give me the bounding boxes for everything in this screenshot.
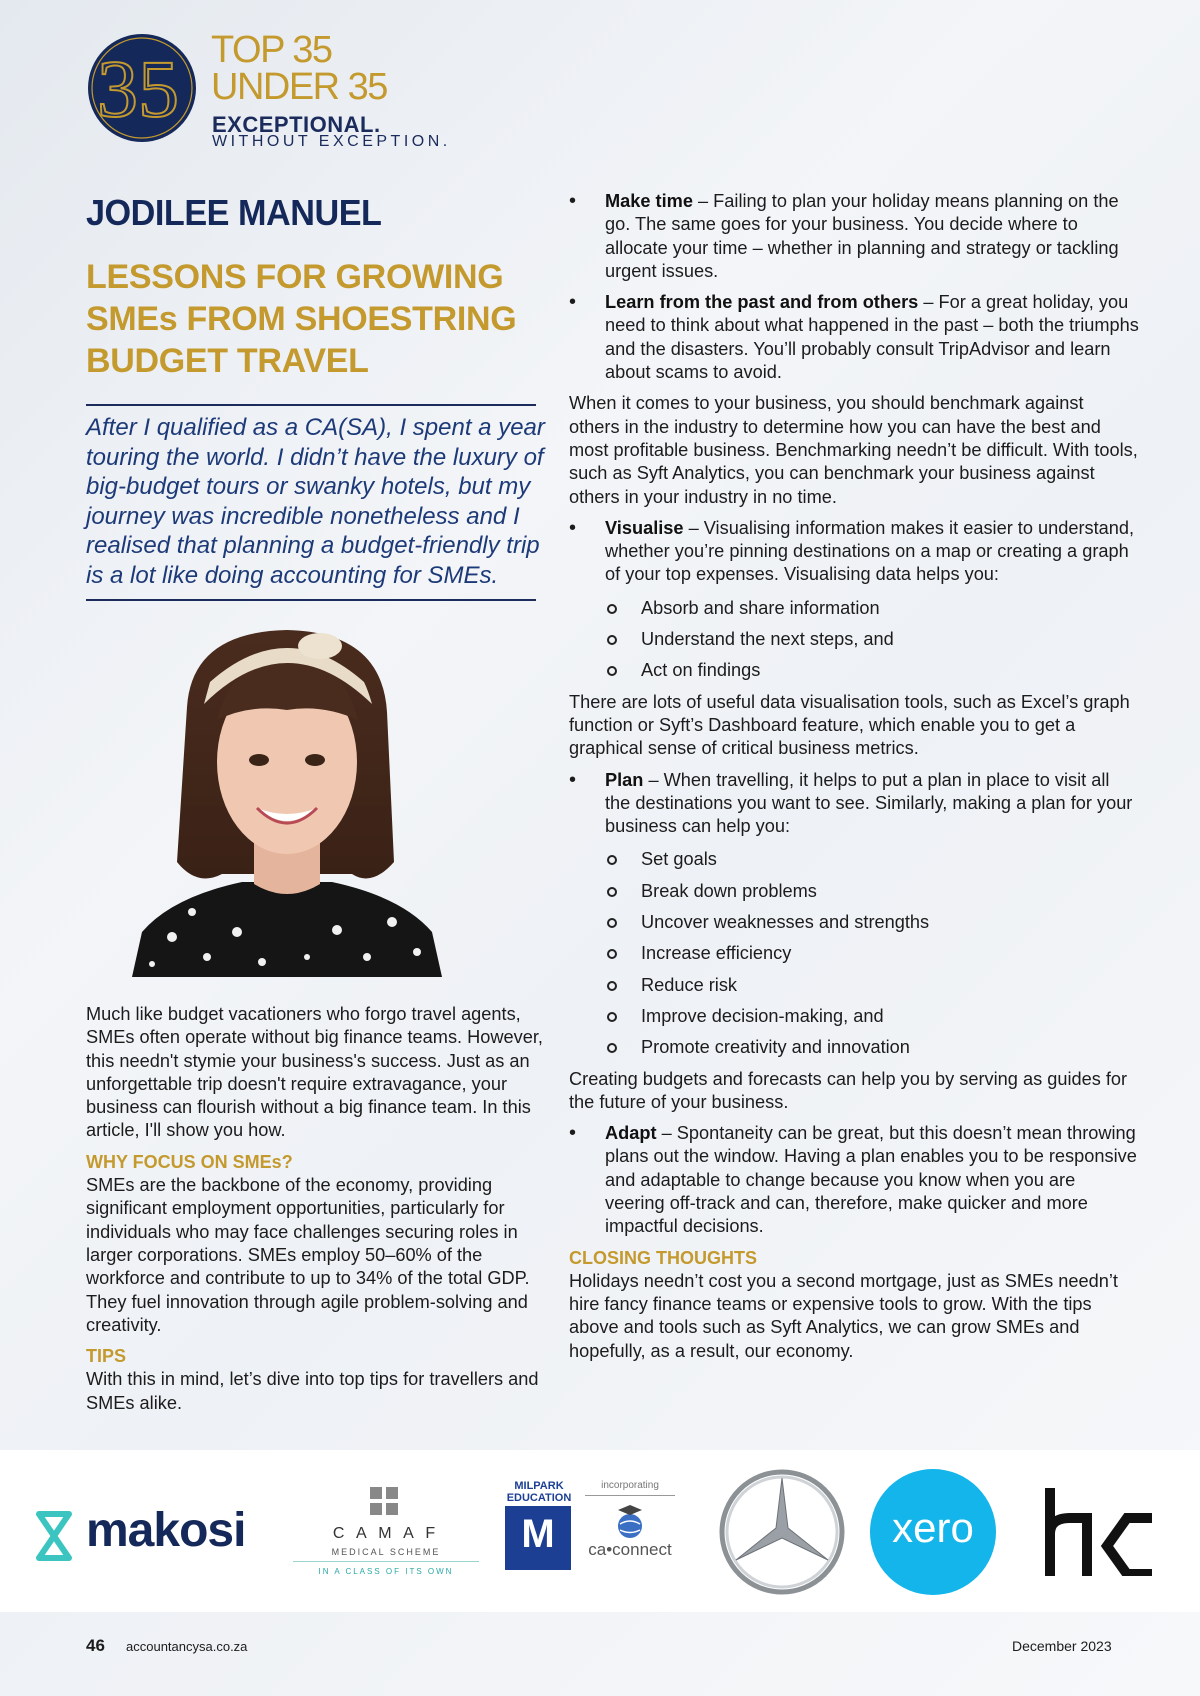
closing-paragraph: Holidays needn’t cost you a second mortgage, just as SMEs needn’t hire fancy finance teams or expensive tools to grow. With the tips above and tools such as Syft Analytics, we can grow SMEs and hopefully, as a result, our economy. bbox=[569, 1270, 1118, 1361]
author-name: JODILEE MANUEL bbox=[86, 192, 382, 233]
bullet-label: Visualise bbox=[605, 517, 684, 538]
right-column bbox=[569, 190, 1139, 1363]
camaf-wordmark: C A M A F bbox=[332, 1525, 440, 1542]
intro-paragraph: Much like budget vacationers who forgo travel agents, SMEs often operate without big finance teams. However, this needn't stymie your business's success. Just as an unforgettable trip doesn't require extravagance, your business can flourish without a big finance team. In this article, I'll show you how. bbox=[86, 1004, 543, 1141]
bullet-label: Adapt bbox=[605, 1123, 657, 1144]
bullet-text: – When travelling, it helps to put a plan in place to visit all the destinations you want to see. Similarly, making a plan for your business can help you: bbox=[605, 769, 1133, 837]
camaf-logo bbox=[293, 1485, 479, 1585]
why-paragraph: SMEs are the backbone of the economy, providing significant employment opportunities, particularly for individuals who may face challenges securing roles in larger corporations. SMEs employ 50–60% of the workforce and contribute to up to 34% of the total GDP. They fuel innovation through agile problem-solving and creativity. bbox=[86, 1175, 530, 1335]
quote-rule-top bbox=[86, 404, 536, 406]
why-heading: WHY FOCUS ON SMEs? bbox=[86, 1151, 293, 1172]
sub-item: Break down problems bbox=[569, 880, 1139, 903]
bullet-plan bbox=[569, 769, 1139, 839]
sponsor-band bbox=[0, 1450, 1200, 1612]
article-title bbox=[86, 256, 546, 382]
caconnect-logo bbox=[580, 1480, 680, 1580]
xero-logo bbox=[870, 1469, 996, 1595]
logo-tagline1: EXCEPTIONAL. bbox=[212, 112, 381, 137]
camaf-divider bbox=[293, 1561, 479, 1562]
camaf-tagline: IN A CLASS OF ITS OWN bbox=[318, 1567, 454, 1576]
milpark-logo bbox=[505, 1480, 573, 1580]
sub-item: Promote creativity and innovation bbox=[569, 1036, 1139, 1059]
author-photo bbox=[132, 612, 442, 977]
budgets-paragraph: Creating budgets and forecasts can help you by serving as guides for the future of your business. bbox=[569, 1068, 1128, 1112]
sub-item: Set goals bbox=[569, 848, 1139, 871]
sub-item: Uncover weaknesses and strengths bbox=[569, 911, 1139, 934]
tips-paragraph: With this in mind, let’s dive into top tips for travellers and SMEs alike. bbox=[86, 1369, 539, 1413]
hourglass-icon bbox=[36, 1511, 72, 1561]
quote-rule-bottom bbox=[86, 599, 536, 601]
makosi-wordmark: makosi bbox=[86, 1504, 246, 1557]
sub-item: Absorb and share information bbox=[569, 597, 1139, 620]
bullet-learn bbox=[569, 291, 1139, 384]
top35-logo bbox=[86, 29, 486, 152]
logo-line1: TOP 35 bbox=[211, 29, 332, 71]
left-column bbox=[86, 1003, 546, 1415]
bullet-visualise bbox=[569, 517, 1139, 587]
footer-site: accountancysa.co.za bbox=[126, 1639, 248, 1654]
sub-item: Act on findings bbox=[569, 659, 1139, 682]
bullet-text: – Failing to plan your holiday means planning on the go. The same goes for your business. You decide where to allocate your time – whether in planning and strategy or tackling urgent issues. bbox=[605, 191, 1119, 281]
milpark-label-top: MILPARK bbox=[514, 1480, 564, 1492]
logo-heading bbox=[211, 29, 387, 108]
bullet-text: – Spontaneity can be great, but this doesn’t mean throwing plans out the window. Having a plan enables you to be responsive and adaptable to change because you know when you are veering off-track and can, therefore, make quicker and more impactful decisions. bbox=[605, 1123, 1137, 1237]
closing-heading: CLOSING THOUGHTS bbox=[569, 1247, 757, 1268]
sub-item: Understand the next steps, and bbox=[569, 628, 1139, 651]
bullet-label: Learn from the past and from others bbox=[605, 292, 919, 313]
mercedes-star-icon bbox=[718, 1468, 846, 1596]
bullet-label: Plan bbox=[605, 769, 644, 790]
title-line-2: SMEs FROM SHOESTRING bbox=[86, 300, 517, 338]
milpark-label-bottom: EDUCATION bbox=[506, 1492, 572, 1504]
graduation-globe-icon bbox=[612, 1502, 648, 1540]
title-line-1: LESSONS FOR GROWING bbox=[86, 258, 504, 296]
bullet-text: – Visualising information makes it easier to understand, whether you’re pinning destinations on a map or creating a graph of your top expenses. Visualising data helps you: bbox=[605, 517, 1135, 585]
footer-date: December 2023 bbox=[1012, 1638, 1112, 1654]
title-line-3: BUDGET TRAVEL bbox=[86, 342, 369, 380]
tips-heading: TIPS bbox=[86, 1346, 127, 1367]
sub-item: Reduce risk bbox=[569, 974, 1139, 997]
makosi-logo bbox=[36, 1504, 271, 1563]
logo-tagline2: WITHOUT EXCEPTION. bbox=[212, 133, 451, 150]
hc-monogram-icon bbox=[1042, 1488, 1157, 1576]
benchmark-paragraph: When it comes to your business, you should benchmark against others in the industry to determine how you can have the best and most profitable business. Benchmarking needn’t be difficult. With tools, such as Syft Analytics, you can benchmark your business against others in your industry in no time. bbox=[569, 393, 1138, 507]
sub-item: Increase efficiency bbox=[569, 942, 1139, 965]
pull-quote: After I qualified as a CA(SA), I spent a year touring the world. I didn’t have the luxury of big-budget tours or swanky hotels, but my journey was incredible nonetheless and I realised that planning a budget-friendly trip is a lot like doing accounting for SMEs. bbox=[86, 414, 545, 589]
logo-line2: UNDER 35 bbox=[211, 66, 387, 108]
milpark-m-block: M bbox=[505, 1506, 571, 1570]
emblem-number: 35 bbox=[97, 43, 179, 134]
tools-paragraph: There are lots of useful data visualisation tools, such as Excel’s graph function or Syft’s Dashboard feature, which enable you to get a graphical sense of critical business metrics. bbox=[569, 691, 1130, 759]
top35-emblem-icon bbox=[86, 32, 198, 144]
camaf-squares-icon bbox=[368, 1485, 400, 1517]
page-number: 46 bbox=[86, 1636, 105, 1655]
bullet-make-time bbox=[569, 190, 1139, 283]
incorporating-label: incorporating bbox=[601, 1480, 659, 1491]
bullet-label: Make time bbox=[605, 191, 693, 211]
xero-wordmark: xero bbox=[892, 1504, 974, 1551]
bullet-text: – For a great holiday, you need to think about what happened in the past – both the triumphs and the disasters. You’ll probably consult TripAdvisor and learn about scams to avoid. bbox=[605, 292, 1139, 383]
sub-item: Improve decision-making, and bbox=[569, 1005, 1139, 1028]
incorporating-divider bbox=[585, 1495, 675, 1496]
bullet-adapt bbox=[569, 1122, 1139, 1238]
caconnect-wordmark: ca•connect bbox=[588, 1540, 672, 1559]
camaf-subtitle: MEDICAL SCHEME bbox=[331, 1547, 441, 1557]
